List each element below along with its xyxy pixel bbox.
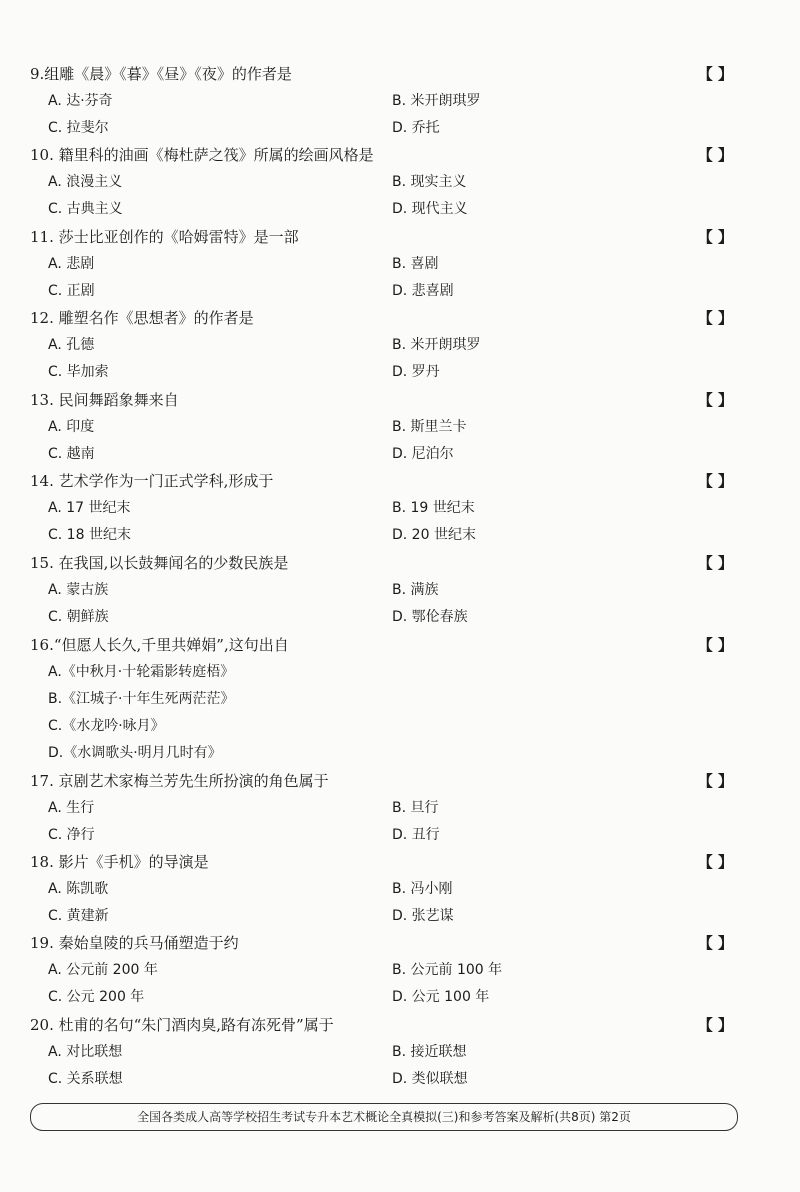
question-stem bbox=[30, 771, 745, 791]
question-text: 18. 影片《手机》的导演是 bbox=[30, 853, 209, 871]
question-text: 15. 在我国,以长鼓舞闻名的少数民族是 bbox=[30, 554, 289, 572]
option-a: A.《中秋月·十轮霜影转庭梧》 bbox=[48, 664, 235, 680]
option-a: A. 蒙古族 bbox=[48, 582, 109, 598]
answer-bracket: 【 】 bbox=[697, 228, 733, 246]
option-b: B. 喜剧 bbox=[392, 256, 439, 272]
answer-bracket: 【 】 bbox=[697, 65, 733, 83]
question-stem bbox=[30, 852, 745, 872]
option-b: B. 米开朗琪罗 bbox=[392, 93, 481, 109]
option-c: C. 18 世纪末 bbox=[48, 527, 131, 543]
question-text: 20. 杜甫的名句“朱门酒肉臭,路有冻死骨”属于 bbox=[30, 1016, 334, 1034]
option-a: A. 生行 bbox=[48, 800, 95, 816]
answer-bracket: 【 】 bbox=[697, 146, 733, 164]
option-a: A. 达·芬奇 bbox=[48, 93, 113, 109]
question-stem bbox=[30, 308, 745, 328]
answer-bracket: 【 】 bbox=[697, 554, 733, 572]
option-b: B. 冯小刚 bbox=[392, 881, 453, 897]
option-c: C. 朝鲜族 bbox=[48, 609, 109, 625]
question-text: 9.组雕《晨》《暮》《昼》《夜》的作者是 bbox=[30, 65, 292, 83]
question-stem bbox=[30, 635, 745, 655]
option-b: B. 现实主义 bbox=[392, 174, 467, 190]
answer-bracket: 【 】 bbox=[697, 934, 733, 952]
option-d: D. 罗丹 bbox=[392, 364, 440, 380]
question-text: 11. 莎士比亚创作的《哈姆雷特》是一部 bbox=[30, 228, 299, 246]
option-a: A. 印度 bbox=[48, 419, 95, 435]
option-d: D. 丑行 bbox=[392, 827, 440, 843]
option-b: B. 19 世纪末 bbox=[392, 500, 475, 516]
answer-bracket: 【 】 bbox=[697, 772, 733, 790]
answer-bracket: 【 】 bbox=[697, 853, 733, 871]
option-d: D. 类似联想 bbox=[392, 1071, 468, 1087]
page-footer: 全国各类成人高等学校招生考试专升本艺术概论全真模拟(三)和参考答案及解析(共8页) 第2页 bbox=[30, 1103, 738, 1131]
option-a: A. 悲剧 bbox=[48, 256, 95, 272]
question-text: 10. 籍里科的油画《梅杜萨之筏》所属的绘画风格是 bbox=[30, 146, 374, 164]
question-stem bbox=[30, 933, 745, 953]
option-b: B. 米开朗琪罗 bbox=[392, 337, 481, 353]
option-c: C. 拉斐尔 bbox=[48, 120, 109, 136]
option-b: B. 满族 bbox=[392, 582, 439, 598]
question-stem bbox=[30, 1015, 745, 1035]
question-stem bbox=[30, 390, 745, 410]
option-b: B.《江城子·十年生死两茫茫》 bbox=[48, 691, 235, 707]
question-stem bbox=[30, 64, 745, 84]
question-stem bbox=[30, 145, 745, 165]
option-c: C. 正剧 bbox=[48, 283, 95, 299]
option-a: A. 17 世纪末 bbox=[48, 500, 131, 516]
option-d: D. 现代主义 bbox=[392, 201, 468, 217]
option-d: D. 乔托 bbox=[392, 120, 440, 136]
question-stem bbox=[30, 227, 745, 247]
option-a: A. 孔德 bbox=[48, 337, 95, 353]
option-b: B. 斯里兰卡 bbox=[392, 419, 467, 435]
question-text: 13. 民间舞蹈象舞来自 bbox=[30, 391, 179, 409]
option-a: A. 浪漫主义 bbox=[48, 174, 123, 190]
option-c: C. 古典主义 bbox=[48, 201, 123, 217]
option-c: C. 净行 bbox=[48, 827, 95, 843]
question-text: 12. 雕塑名作《思想者》的作者是 bbox=[30, 309, 254, 327]
answer-bracket: 【 】 bbox=[697, 472, 733, 490]
option-d: D. 张艺谋 bbox=[392, 908, 454, 924]
answer-bracket: 【 】 bbox=[697, 309, 733, 327]
question-text: 19. 秦始皇陵的兵马俑塑造于约 bbox=[30, 934, 239, 952]
question-text: 14. 艺术学作为一门正式学科,形成于 bbox=[30, 472, 274, 490]
answer-bracket: 【 】 bbox=[697, 391, 733, 409]
option-b: B. 旦行 bbox=[392, 800, 439, 816]
option-c: C.《水龙吟·咏月》 bbox=[48, 718, 165, 734]
option-d: D.《水调歌头·明月几时有》 bbox=[48, 745, 222, 761]
option-c: C. 毕加索 bbox=[48, 364, 109, 380]
question-text: 17. 京剧艺术家梅兰芳先生所扮演的角色属于 bbox=[30, 772, 329, 790]
option-d: D. 公元 100 年 bbox=[392, 989, 490, 1005]
option-b: B. 公元前 100 年 bbox=[392, 962, 503, 978]
option-d: D. 悲喜剧 bbox=[392, 283, 454, 299]
option-d: D. 20 世纪末 bbox=[392, 527, 476, 543]
option-d: D. 鄂伦春族 bbox=[392, 609, 468, 625]
question-text: 16.“但愿人长久,千里共婵娟”,这句出自 bbox=[30, 636, 289, 654]
option-c: C. 关系联想 bbox=[48, 1071, 123, 1087]
answer-bracket: 【 】 bbox=[697, 636, 733, 654]
option-c: C. 黄建新 bbox=[48, 908, 109, 924]
option-a: A. 对比联想 bbox=[48, 1044, 123, 1060]
option-a: A. 公元前 200 年 bbox=[48, 962, 158, 978]
option-c: C. 越南 bbox=[48, 446, 95, 462]
question-stem bbox=[30, 553, 745, 573]
option-c: C. 公元 200 年 bbox=[48, 989, 145, 1005]
option-a: A. 陈凯歌 bbox=[48, 881, 109, 897]
option-b: B. 接近联想 bbox=[392, 1044, 467, 1060]
option-d: D. 尼泊尔 bbox=[392, 446, 454, 462]
question-stem bbox=[30, 471, 745, 491]
answer-bracket: 【 】 bbox=[697, 1016, 733, 1034]
